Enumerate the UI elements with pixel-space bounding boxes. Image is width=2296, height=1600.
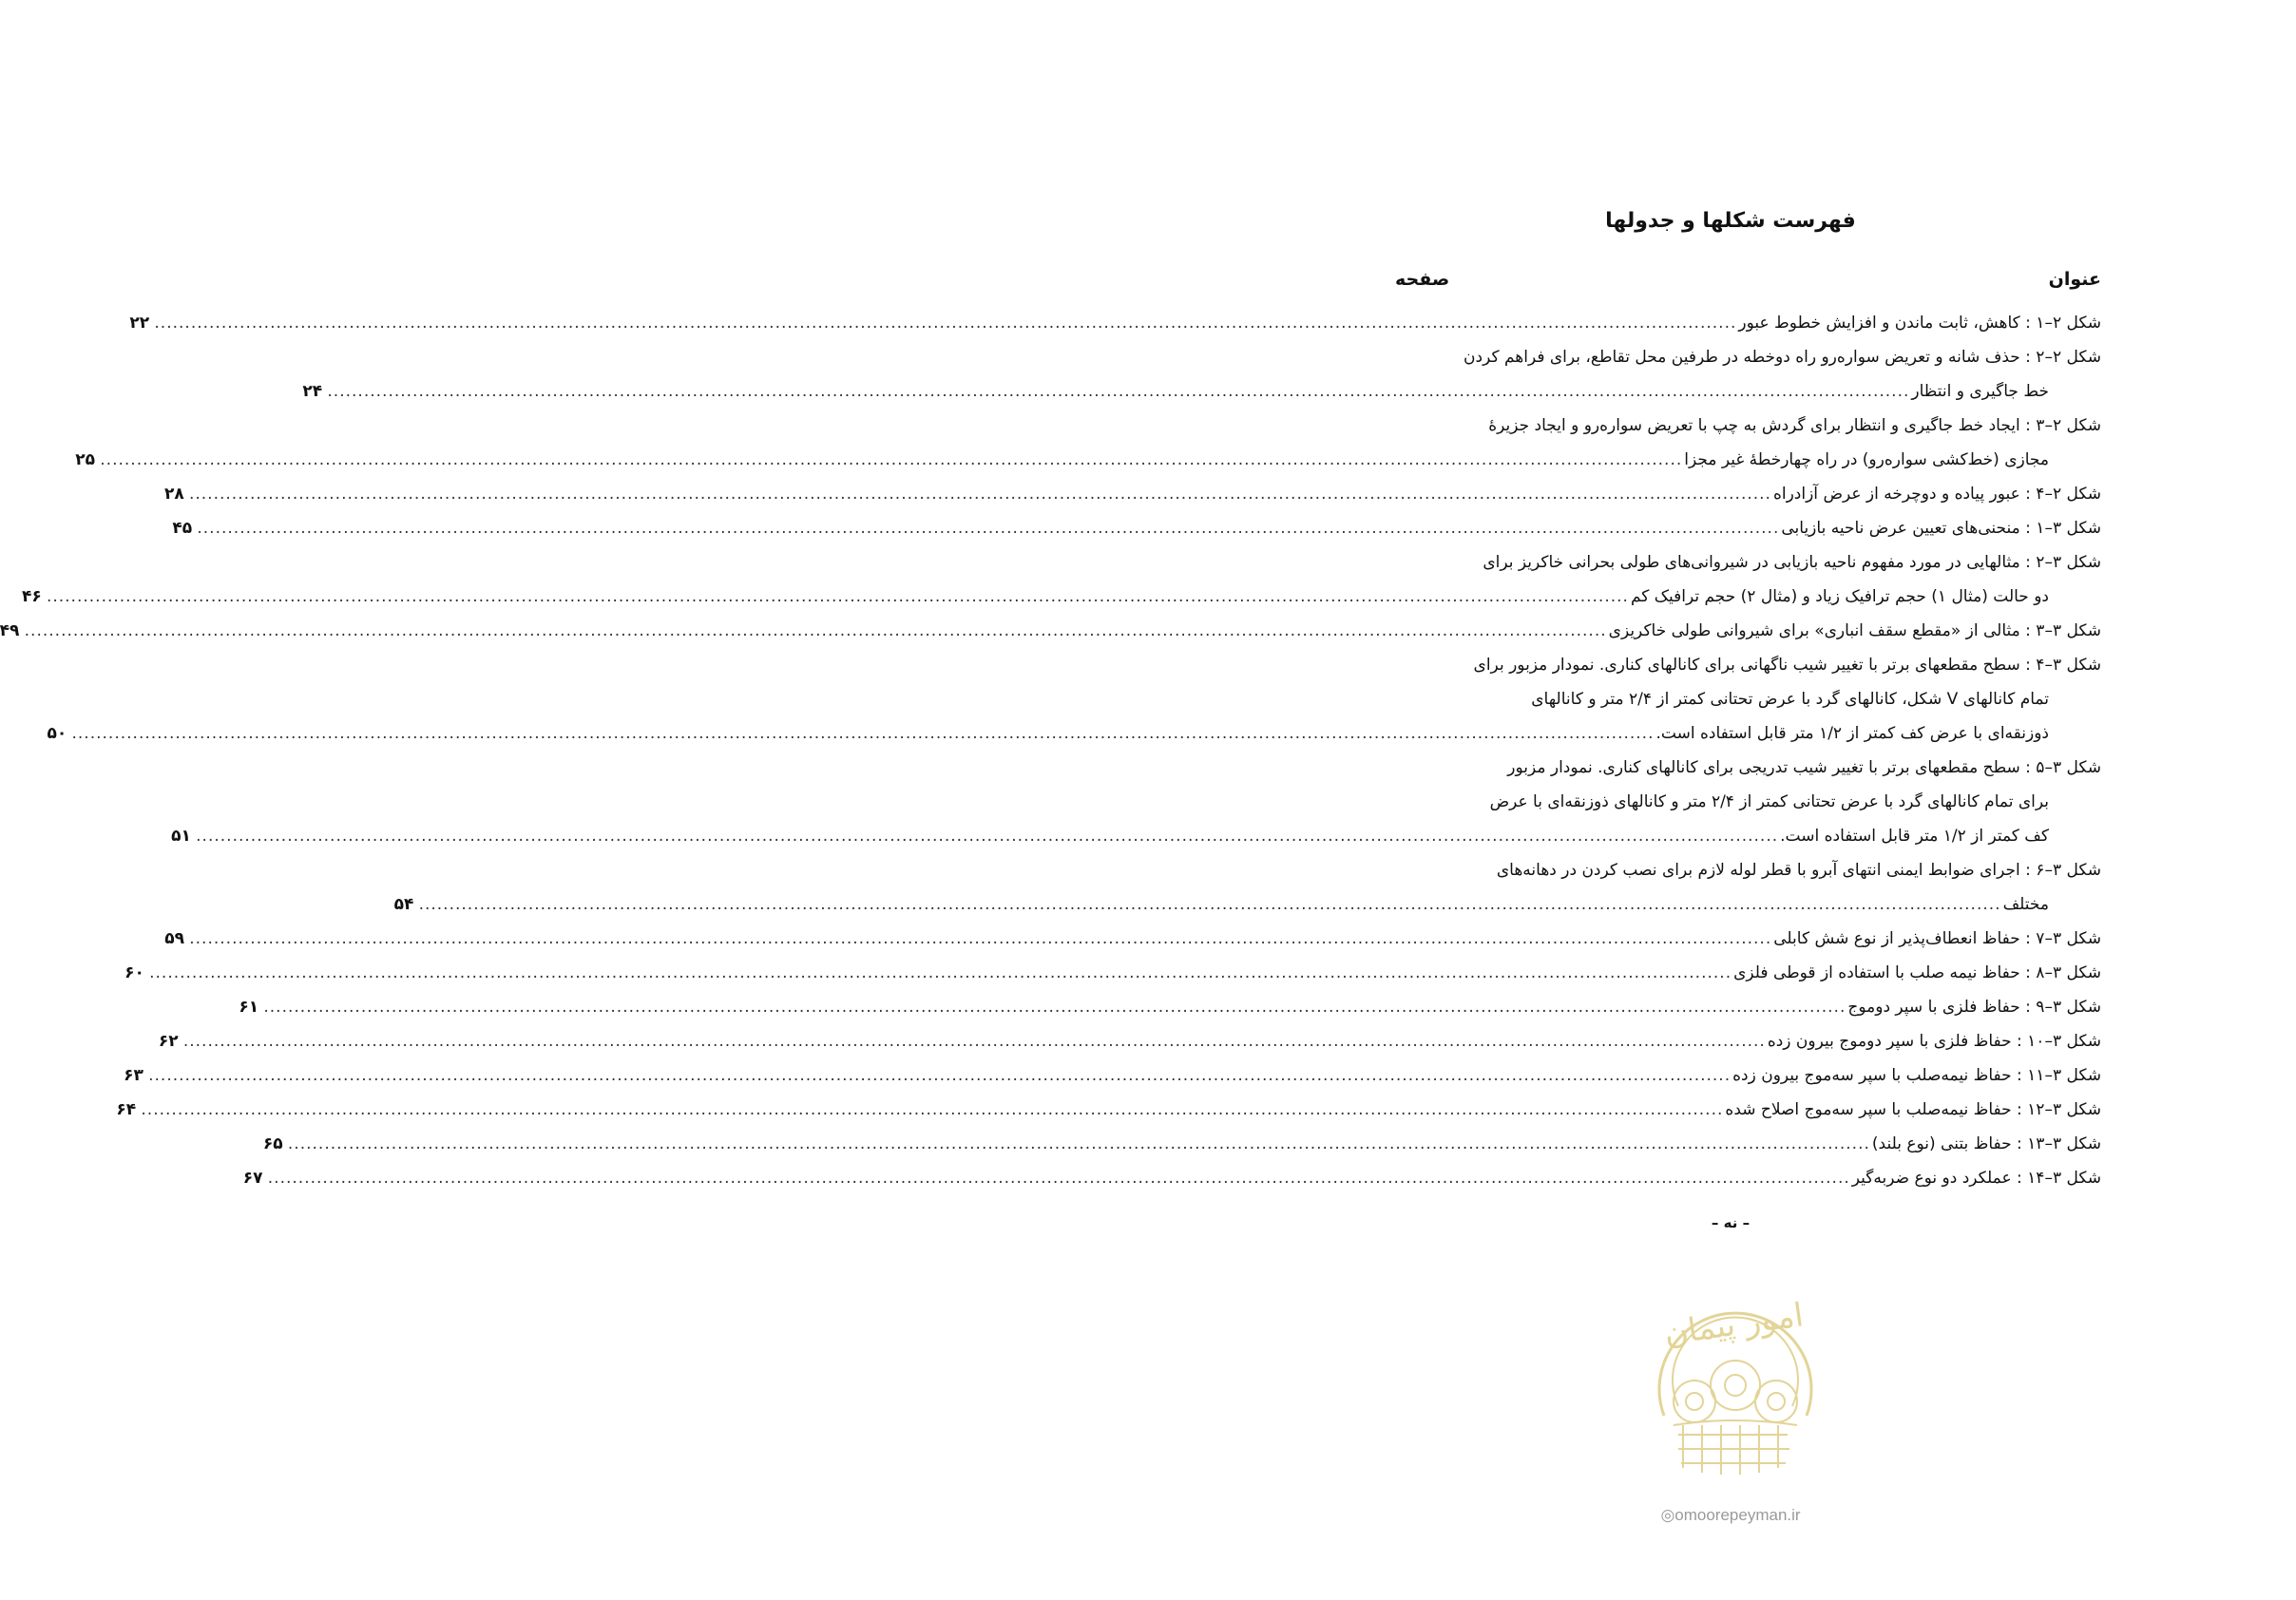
toc-entry-line [1393, 648, 2101, 682]
toc-entry-text: شکل ۳–۱۲ : حفاظ نیمه‌صلب با سپر سه‌موج اصلاح شده [1725, 1100, 2101, 1119]
dot-leader: .................................................................................................................................................................................................................................................................... [327, 382, 1910, 401]
toc-entry-line [1393, 853, 2101, 887]
toc-page-number: ۶۴ [116, 1100, 137, 1119]
toc-entry [163, 477, 2101, 511]
toc-entry [164, 922, 2101, 956]
toc-page-number: ۲۴ [302, 382, 323, 401]
toc-entry-text: شکل ۳–۶ : اجرای ضوابط ایمنی انتهای آبرو با قطر لوله لازم برای نصب کردن در دهانه‌های [1496, 861, 2101, 880]
dot-leader: .................................................................................................................................................................................................................................................................... [418, 895, 2001, 914]
toc-entry-text: دو حالت (مثال ۱) حجم ترافیک زیاد و (مثال ۲) حجم ترافیک کم [1630, 587, 2049, 606]
toc-entry-text: ذوزنقه‌ای با عرض کف کمتر از ۱/۲ متر قابل استفاده است. [1655, 724, 2049, 743]
watermark-logo-text: امور پیمان [1661, 1296, 1807, 1354]
toc-entry [262, 1127, 2101, 1161]
toc-page-number: ۴۹ [0, 621, 20, 640]
toc-entry-line [1393, 682, 2101, 716]
page-title: فهرست شکلها و جدولها [1605, 209, 1856, 233]
toc-page-number: ۶۰ [124, 963, 144, 982]
toc-entry-text: شکل ۳–۵ : سطح مقطعهای برتر با تغییر شیب تدریجی برای کانالهای کناری. نمودار مزبور [1507, 758, 2101, 777]
toc-page-number: ۵۴ [393, 895, 414, 914]
toc-entry [124, 956, 2101, 990]
toc-entry-text: شکل ۳–۳ : مثالی از «مقطع سقف انباری» برای شیروانی طولی خاکریزی [1608, 621, 2101, 640]
dot-leader: .................................................................................................................................................................................................................................................................... [149, 963, 1732, 982]
toc-entry [75, 443, 2101, 477]
page-column-header: صفحه [1395, 269, 1450, 290]
toc-entry-text: مختلف [2002, 895, 2049, 914]
watermark-url: ◎omoorepeyman.ir [1660, 1506, 1801, 1524]
toc-page-number: ۶۳ [124, 1066, 144, 1085]
dot-leader: .................................................................................................................................................................................................................................................................... [188, 485, 1771, 504]
toc-entry [21, 580, 2101, 614]
toc-entry-line [1393, 785, 2101, 819]
toc-entry [242, 1161, 2101, 1195]
toc-page-number: ۵۱ [171, 827, 191, 846]
toc-page-number: ۴۵ [172, 519, 193, 538]
dot-leader: .................................................................................................................................................................................................................................................................... [189, 929, 1772, 948]
dot-leader: .................................................................................................................................................................................................................................................................... [197, 519, 1780, 538]
toc-entry-line [1393, 409, 2101, 443]
toc-entry [393, 887, 2101, 922]
dot-leader: .................................................................................................................................................................................................................................................................... [148, 1066, 1732, 1085]
toc-entry-text: شکل ۲–۲ : حذف شانه و تعریض سواره‌رو راه دوخطه در طرفین محل تقاطع، برای فراهم کردن [1464, 348, 2101, 367]
at-icon: ◎ [1660, 1506, 1675, 1524]
toc-entry-text: شکل ۳–۷ : حفاظ انعطاف‌پذیر از نوع شش کابلی [1773, 929, 2101, 948]
dot-leader: .................................................................................................................................................................................................................................................................... [154, 314, 1737, 333]
toc-entry [129, 306, 2101, 340]
toc-page-number: ۶۱ [239, 998, 259, 1017]
toc-page-number: ۲۸ [163, 485, 184, 504]
toc-entry-text: شکل ۳–۱ : منحنی‌های تعیین عرض ناحیه بازیابی [1781, 519, 2101, 538]
dot-leader: .................................................................................................................................................................................................................................................................... [263, 998, 1846, 1017]
toc-entry [302, 374, 2101, 409]
dot-leader: .................................................................................................................................................................................................................................................................... [267, 1169, 1850, 1188]
toc-entry-text: شکل ۳–۴ : سطح مقطعهای برتر با تغییر شیب ناگهانی برای کانالهای کناری. نمودار مزبور برای [1473, 656, 2101, 675]
toc-entry-text: شکل ۳–۱۳ : حفاظ بتنی (نوع بلند) [1871, 1134, 2101, 1153]
toc-entry-line [1393, 340, 2101, 374]
toc-entry-text: شکل ۳–۹ : حفاظ فلزی با سپر دوموج [1847, 998, 2101, 1017]
dot-leader: .................................................................................................................................................................................................................................................................... [196, 827, 1779, 846]
toc-entry-text: شکل ۳–۱۱ : حفاظ نیمه‌صلب با سپر سه‌موج بیرون زده [1732, 1066, 2101, 1085]
toc-entry-text: خط جاگیری و انتظار [1911, 382, 2049, 401]
toc-page-number: ۶۲ [158, 1032, 179, 1051]
toc-entry [47, 716, 2101, 751]
dot-leader: .................................................................................................................................................................................................................................................................... [24, 621, 1607, 640]
toc-entry [172, 511, 2101, 545]
dot-leader: .................................................................................................................................................................................................................................................................... [100, 450, 1683, 469]
dot-leader: .................................................................................................................................................................................................................................................................... [287, 1134, 1870, 1153]
toc-page-number: ۵۹ [164, 929, 185, 948]
toc-page-number: ۴۶ [21, 587, 42, 606]
toc-entry-text: شکل ۳–۸ : حفاظ نیمه صلب با استفاده از قوطی فلزی [1733, 963, 2101, 982]
toc-entry-text: شکل ۳–۱۰ : حفاظ فلزی با سپر دوموج بیرون زده [1767, 1032, 2101, 1051]
toc-page-number: ۶۷ [242, 1169, 263, 1188]
toc-entry-text: تمام کانالهای V شکل، کانالهای گرد با عرض تحتانی کمتر از ۲/۴ متر و کانالهای [1531, 690, 2049, 709]
toc-page-number: ۵۰ [47, 724, 67, 743]
toc-entry-text: مجازی (خط‌کشی سواره‌رو) در راه چهارخطۀ غیر مجزا [1684, 450, 2049, 469]
page-number: – نه – [1711, 1214, 1751, 1231]
subject-column-header: عنوان [2048, 269, 2101, 290]
toc-entry [0, 614, 2101, 648]
dot-leader: .................................................................................................................................................................................................................................................................... [182, 1032, 1766, 1051]
toc-page-number: ۶۵ [262, 1134, 283, 1153]
toc-entry-text: شکل ۲–۱ : کاهش، ثابت ماندن و افزایش خطوط عبور [1738, 314, 2101, 333]
toc-entry-line [1393, 751, 2101, 785]
toc-entry-text: شکل ۳–۱۴ : عملکرد دو نوع ضربه‌گیر [1851, 1169, 2101, 1188]
toc-entry [158, 1024, 2101, 1058]
toc-entry [124, 1058, 2101, 1093]
watermark-logo [1626, 1273, 1845, 1492]
toc-entry-line [1393, 545, 2101, 580]
toc-entry-text: شکل ۲–۴ : عبور پیاده و دوچرخه از عرض آزادراه [1772, 485, 2101, 504]
toc-entry [116, 1093, 2101, 1127]
toc-entry-text: برای تمام کانالهای گرد با عرض تحتانی کمتر از ۲/۴ متر و کانالهای ذوزنقه‌ای با عرض [1489, 792, 2049, 811]
dot-leader: .................................................................................................................................................................................................................................................................... [71, 724, 1655, 743]
toc-page-number: ۲۵ [75, 450, 96, 469]
toc-entry-text: کف کمتر از ۱/۲ متر قابل استفاده است. [1780, 827, 2049, 846]
dot-leader: .................................................................................................................................................................................................................................................................... [141, 1100, 1724, 1119]
dot-leader: .................................................................................................................................................................................................................................................................... [46, 587, 1629, 606]
toc-page-number: ۲۲ [129, 314, 150, 333]
toc-entry-text: شکل ۲–۳ : ایجاد خط جاگیری و انتظار برای گردش به چپ با تعریض سواره‌رو و ایجاد جزیرۀ [1488, 416, 2101, 435]
toc-entry [171, 819, 2101, 853]
toc-entry-text: شکل ۳–۲ : مثالهایی در مورد مفهوم ناحیه بازیابی در شیروانی‌های طولی بحرانی خاکریز برای [1483, 553, 2101, 572]
figures-list [0, 306, 2101, 1195]
toc-entry [239, 990, 2101, 1024]
